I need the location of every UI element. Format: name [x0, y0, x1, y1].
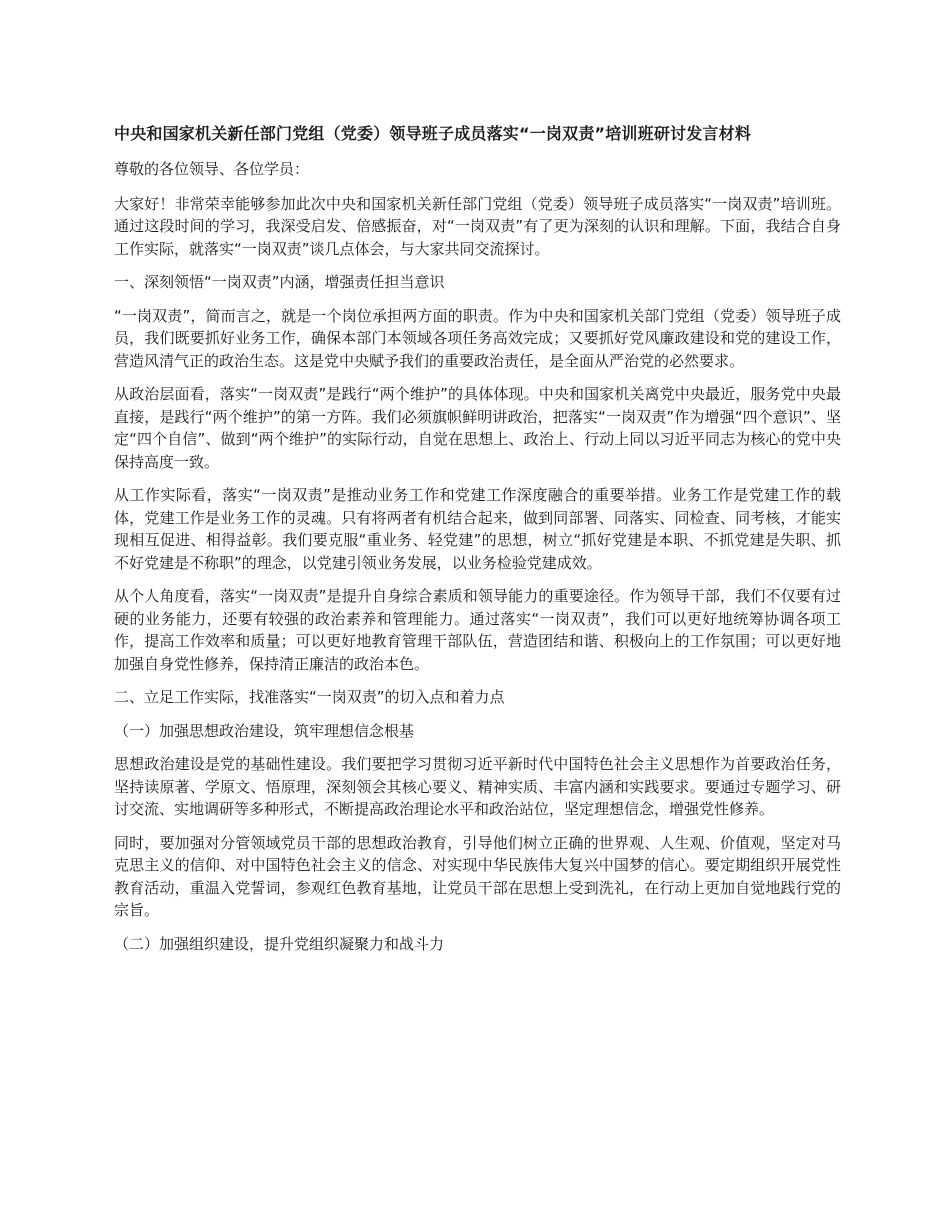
body-paragraph: 同时，要加强对分管领域党员干部的思想政治教育，引导他们树立正确的世界观、人生观、价值观，坚定对马克思主义的信仰、对中国特色社会主义的信念、对实现中华民族伟大复兴中国梦的信心。要定期组织开展党性教育活动，重温入党誓词，参观红色教育基地，让党员干部在思想上受到洗礼，在行动上更加自觉地践行党的宗旨。 — [114, 833, 841, 919]
document-page — [114, 121, 841, 966]
section-heading-1: 一、深刻领悟“一岗双责”内涵，增强责任担当意识 — [114, 273, 445, 291]
body-paragraph: 从个人角度看，落实“一岗双责”是提升自身综合素质和领导能力的重要途径。作为领导干部，我们不仅要有过硬的业务能力，还要有较强的政治素养和管理能力。通过落实“一岗双责”，我们可以更好地统筹协调各项工作，提高工作效率和质量；可以更好地教育管理干部队伍，营造团结和谐、积极向上的工作氛围；可以更好地加强自身党性修养，保持清正廉洁的政治本色。 — [114, 587, 841, 673]
document-title: 中央和国家机关新任部门党组（党委）领导班子成员落实“一岗双责”培训班研讨发言材料 — [114, 124, 752, 143]
subsection-heading-1: （一）加强思想政治建设，筑牢理想信念根基 — [114, 721, 415, 740]
salutation: 尊敬的各位领导、各位学员： — [114, 160, 310, 178]
body-paragraph: 从政治层面看，落实“一岗双责”是践行“两个维护”的具体体现。中央和国家机关离党中央最近，服务党中央最直接，是践行“两个维护”的第一方阵。我们必须旗帜鲜明讲政治，把落实“一岗双责”作为增强“四个意识”、坚定“四个自信”、做到“两个维护”的实际行动，自觉在思想上、政治上、行动上同以习近平同志为核心的党中央保持高度一致。 — [114, 385, 841, 471]
subsection-heading-2: （二）加强组织建设，提升党组织凝聚力和战斗力 — [114, 934, 445, 953]
section-heading-2: 二、立足工作实际，找准落实“一岗双责”的切入点和着力点 — [114, 688, 505, 706]
body-paragraph: “一岗双责”，简而言之，就是一个岗位承担两方面的职责。作为中央和国家机关部门党组（党委）领导班子成员，我们既要抓好业务工作，确保本部门本领域各项任务高效完成；又要抓好党风廉政建设和党的建设工作，营造风清气正的政治生态。这是党中央赋予我们的重要政治责任，是全面从严治党的必然要求。 — [114, 306, 841, 370]
intro-paragraph: 大家好！非常荣幸能够参加此次中央和国家机关新任部门党组（党委）领导班子成员落实“一岗双责”培训班。通过这段时间的学习，我深受启发、倍感振奋，对“一岗双责”有了更为深刻的认识和理解。下面，我结合自身工作实际，就落实“一岗双责”谈几点体会，与大家共同交流探讨。 — [114, 194, 841, 258]
body-paragraph: 从工作实际看，落实“一岗双责”是推动业务工作和党建工作深度融合的重要举措。业务工作是党建工作的载体，党建工作是业务工作的灵魂。只有将两者有机结合起来，做到同部署、同落实、同检查、同考核，才能实现相互促进、相得益彰。我们要克服“重业务、轻党建”的思想，树立“抓好党建是本职、不抓党建是失职、抓不好党建是不称职”的理念，以党建引领业务发展，以业务检验党建成效。 — [114, 486, 841, 572]
body-paragraph: 思想政治建设是党的基础性建设。我们要把学习贯彻习近平新时代中国特色社会主义思想作为首要政治任务，坚持读原著、学原文、悟原理，深刻领会其核心要义、精神实质、丰富内涵和实践要求。要通过专题学习、研讨交流、实地调研等多种形式，不断提高政治理论水平和政治站位，坚定理想信念，增强党性修养。 — [114, 755, 841, 818]
